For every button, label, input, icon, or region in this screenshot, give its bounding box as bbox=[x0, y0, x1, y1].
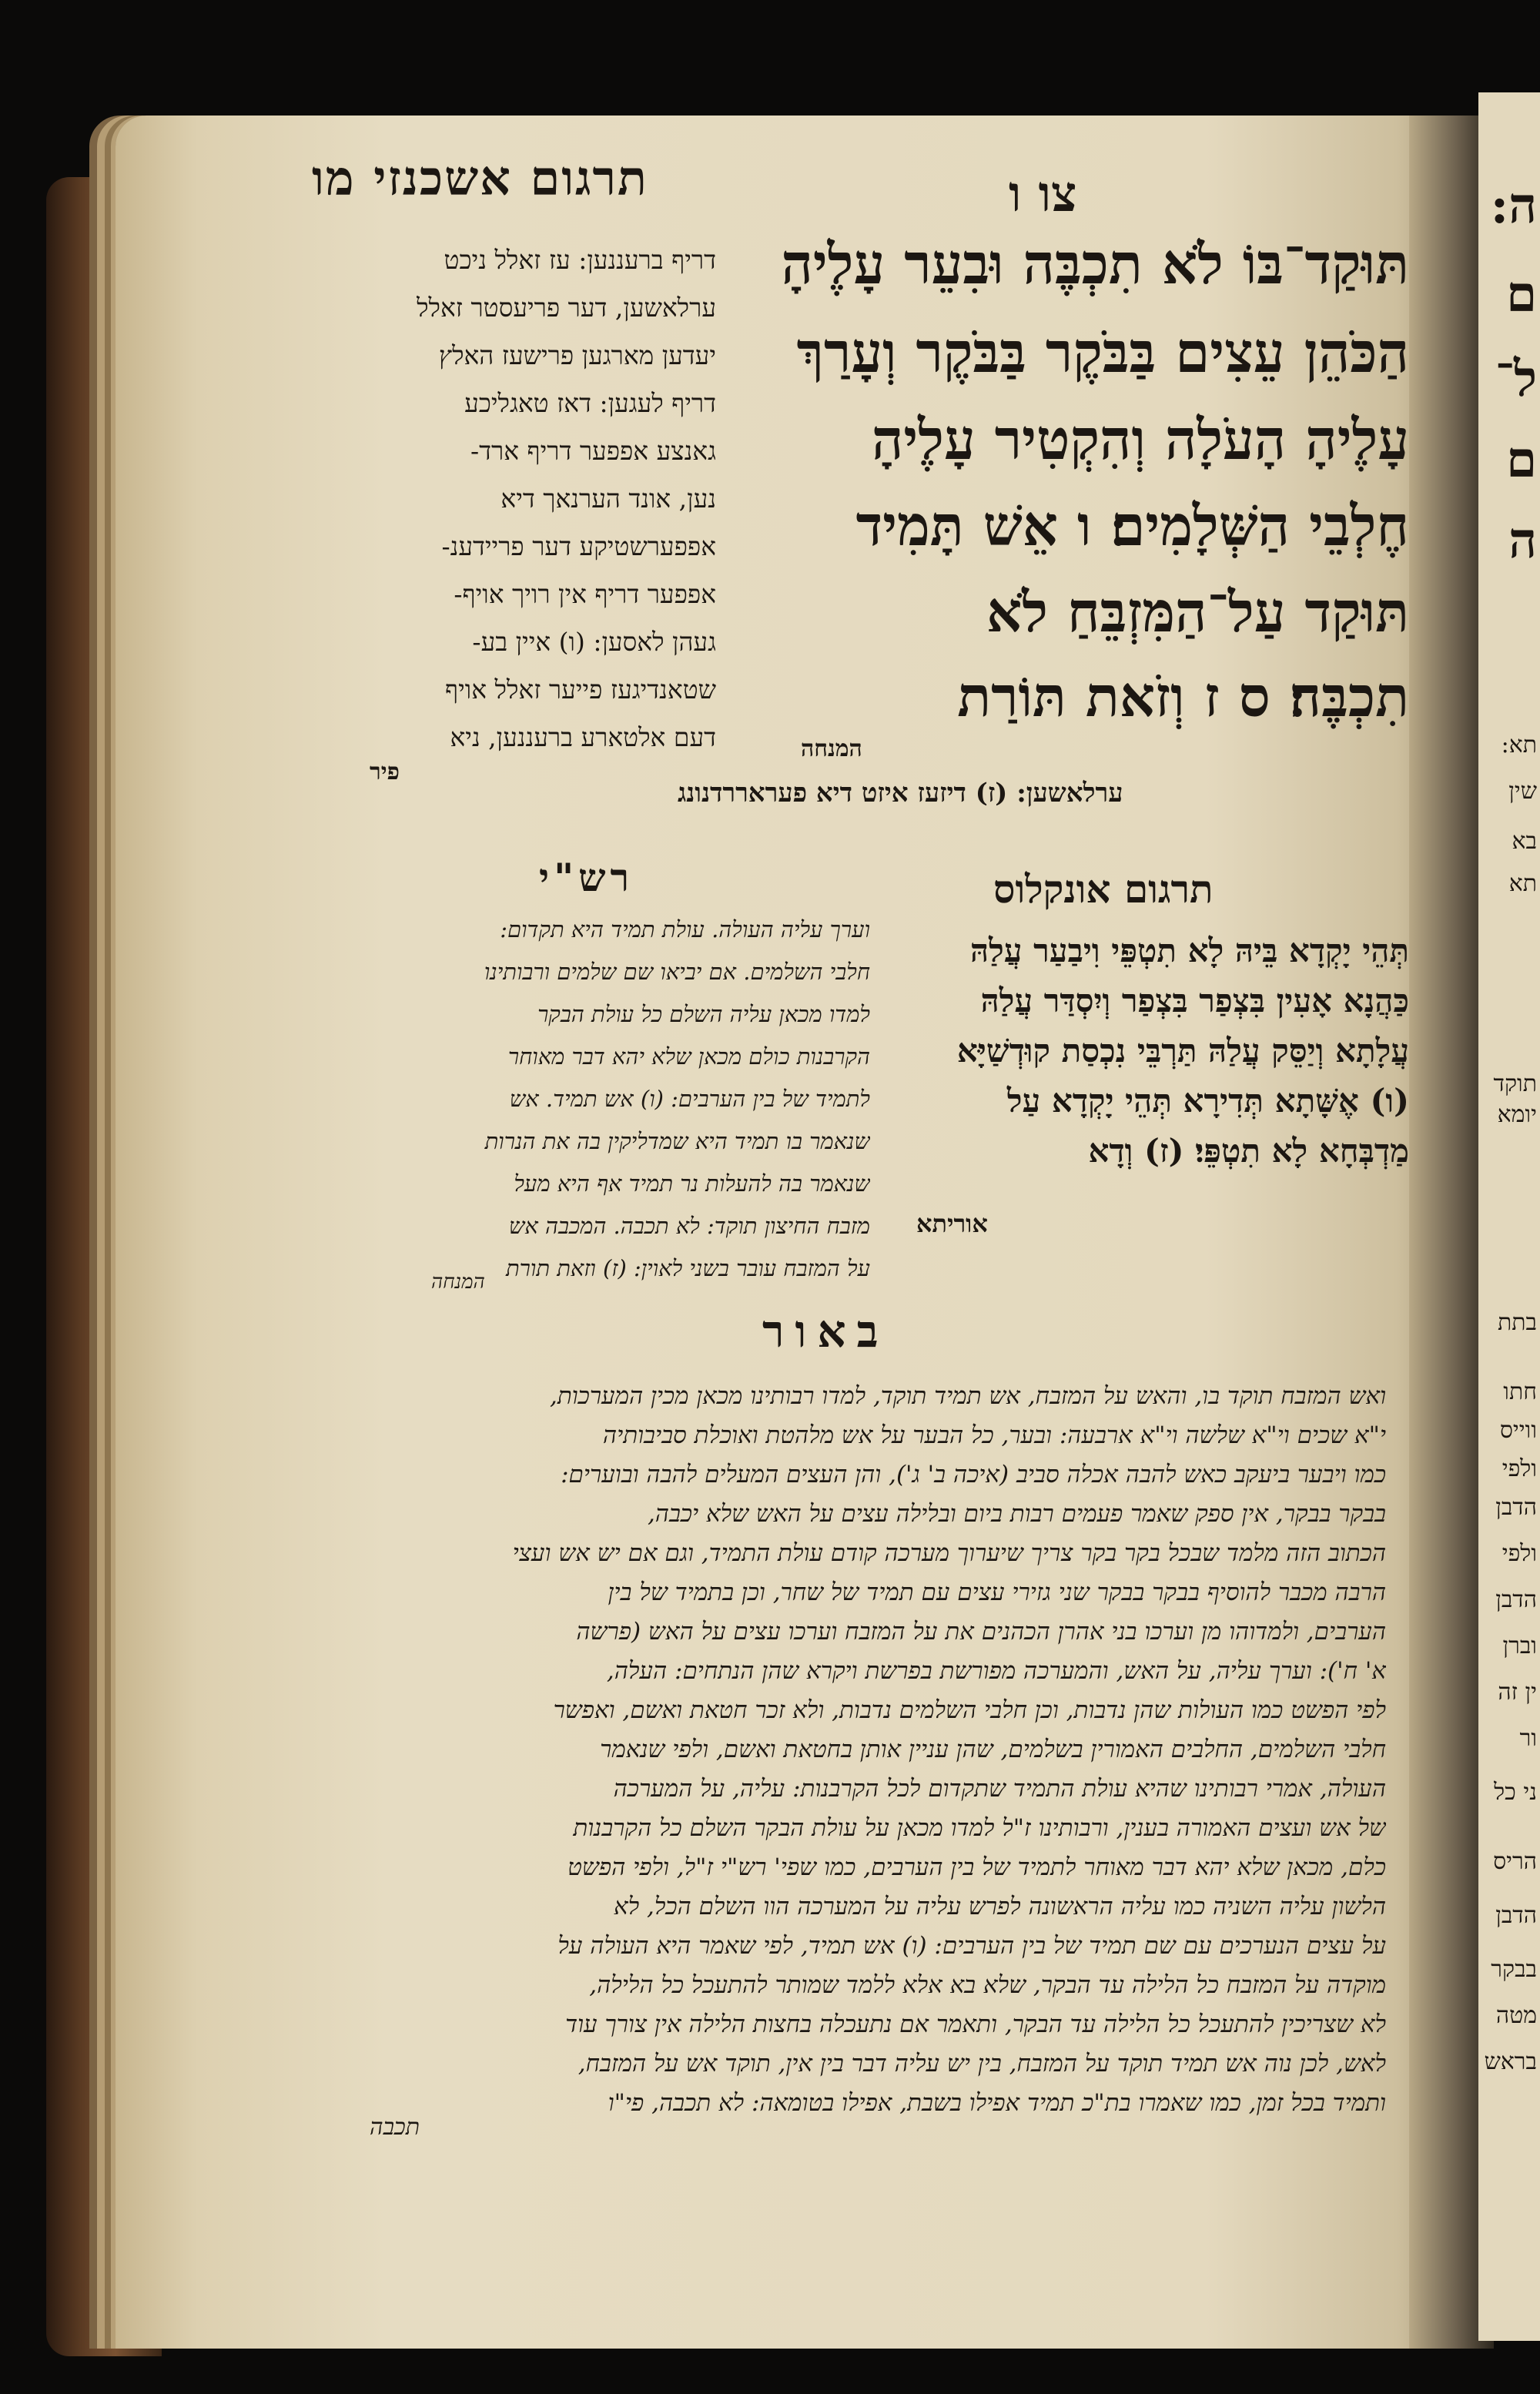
facing-page-fragment: הריס bbox=[1493, 1848, 1537, 1875]
translation-line: דריף ברעננען: עז זאלל ניכט bbox=[444, 245, 716, 275]
rashi-line: חלבי השלמים. אם יביאו שם שלמים ורבותינו bbox=[484, 959, 870, 985]
rashi-line: שנאמר בו תמיד היא שמדליקין בה את הנרות bbox=[484, 1128, 870, 1154]
torah-catchword: המנחה bbox=[801, 735, 862, 762]
rashi-line: על המזבח עובר בשני לאוין: (ז) וזאת תורת bbox=[505, 1255, 870, 1281]
onkelos-line: כַּהֲנָא אָעִין בִּצְפַר בִּצְפַר וְיִסְדַּר עֲלַהּ bbox=[980, 982, 1409, 1020]
biur-line: כמו ויבער ביעקב כאש להבה אכלה סביב (איכה ב' ג'), והן העצים המעלים להבה ובוערים: bbox=[561, 1461, 1386, 1488]
onkelos-line: מַדְבְּחָא לָא תִטְפֵּי׃ (ז) וְדָא bbox=[1088, 1132, 1409, 1170]
facing-page-fragment: ל־ bbox=[1495, 350, 1537, 408]
facing-page-fragment: ור bbox=[1519, 1725, 1537, 1752]
facing-page-fragment: בראש bbox=[1484, 2048, 1537, 2075]
facing-page-fragment: תא bbox=[1508, 870, 1537, 897]
onkelos-heading: תרגום אונקלוס bbox=[993, 866, 1214, 912]
facing-page-fragment: ולפי bbox=[1502, 1455, 1537, 1482]
onkelos-line: עֲלָתָא וְיַסֵּק עֲלַהּ תַּרְבֵּי נִכְסַת קוּדְשַׁיָּא bbox=[956, 1032, 1409, 1070]
translation-line: אפפערשטיקע דער פריידענ- bbox=[441, 531, 716, 561]
facing-page-fragment: ין זה bbox=[1498, 1679, 1537, 1706]
biur-line: א' ח'): וערך עליה, על האש, והמערכה מפורשת בפרשת ויקרא שהן הנתחים: העלה, bbox=[606, 1657, 1386, 1685]
biur-line: של אש ועצים האמורה בענין, ורבותינו ז"ל למדו מכאן על עולת הבקר השלם כל הקרבנות bbox=[573, 1814, 1386, 1842]
biur-line: ותמיד בכל זמן, כמו שאמרו בת"כ תמיד אפילו בשבת, אפילו בטומאה: לא תכבה, פי"ו bbox=[608, 2089, 1386, 2117]
torah-line: הַכֹּהֵן עֵצִים בַּבֹּקֶר בַּבֹּקֶר וְעָרַךְ bbox=[796, 320, 1409, 385]
translation-line: דריף לעגען: דאז טאגליכע bbox=[464, 388, 716, 418]
torah-line: תִכְבֶּה׃ ס ז וְזֹאת תּוֹרַת bbox=[957, 664, 1409, 729]
biur-heading: באור bbox=[762, 1305, 889, 1358]
facing-page-fragment: ווייס bbox=[1499, 1417, 1537, 1444]
facing-page-fragment: תא: bbox=[1501, 732, 1537, 758]
rashi-line: וערך עליה העולה. עולת תמיד היא תקדום: bbox=[500, 916, 870, 943]
facing-page-fragment: ה bbox=[1508, 512, 1537, 570]
rashi-line: למדו מכאן עליה השלם כל עולת הבקר bbox=[537, 1001, 870, 1027]
biur-line: לא שצריכין להתעכל כל הלילה עד הבקר, ותאמר אם נתעכלה בחצות הלילה אין צורך עוד bbox=[565, 2011, 1386, 2038]
biur-line: חלבי השלמים, החלבים האמורין בשלמים, שהן עניין אותן בחטאת ואשם, ולפי שנאמר bbox=[600, 1736, 1386, 1763]
facing-page-fragment: בבקר bbox=[1491, 1956, 1537, 1983]
facing-page-fragment: ולפי bbox=[1502, 1540, 1537, 1567]
facing-page-fragment: חתו bbox=[1503, 1378, 1537, 1405]
translation-line: שטאנדיגעז פייער זאלל אויף bbox=[445, 675, 716, 705]
biur-line: על עצים הנערכים עם שם תמיד של בין הערבים: (ו) אש תמיד, לפי שאמר היא העולה על bbox=[557, 1932, 1386, 1960]
biur-line: לפי הפשט כמו העולות שהן נדבות, וכן חלבי השלמים נדבות, ולא זכר חטאת ואשם, ואפשר bbox=[553, 1696, 1386, 1724]
biur-line: העולה, אמרי רבותינו שהיא עולת התמיד שתקדום לכל הקרבנות: עליה, על המערכה bbox=[613, 1775, 1386, 1803]
torah-line: עָלֶיהָ הָעֹלָה וְהִקְטִיר עָלֶיהָ bbox=[872, 407, 1409, 472]
facing-page-fragment: ני כל bbox=[1494, 1779, 1537, 1806]
biur-line: ואש המזבח תוקד בו, והאש על המזבח, אש תמיד תוקד, למדו רבותינו מכאן מכין המערכות, bbox=[549, 1382, 1386, 1410]
facing-page-fragment: ם bbox=[1506, 431, 1537, 489]
rashi-catchword: המנחה bbox=[431, 1271, 485, 1294]
biur-line: הרבה מכבר להוסיף בבקר בבקר שני גזירי עצים עם תמיד של שחר, וכן בתמיד של בין bbox=[608, 1579, 1386, 1606]
rashi-heading: רש"י bbox=[539, 855, 634, 900]
rashi-line: מזבח החיצון תוקד: לא תכבה. המכבה אש bbox=[508, 1213, 870, 1239]
biur-line: י"א שכים וי"א שלשה וי"א ארבעה: ובער, כל הבער על אש מלהטת ואוכלת סביבותיה bbox=[602, 1421, 1386, 1449]
biur-line: מוקדה על המזבח כל הלילה עד הבקר, שלא בא אלא ללמד שמותר להתעכל כל הלילה, bbox=[589, 1971, 1386, 1999]
onkelos-catchword: אוריתא bbox=[916, 1209, 988, 1238]
translation-line: אפפער דריף אין רויך אויף- bbox=[454, 579, 716, 609]
torah-line: תּוּקַד־בּוֹ לֹא תִכְבֶּה וּבִעֵר עָלֶיהָ bbox=[781, 231, 1409, 296]
facing-page-edge bbox=[1478, 92, 1540, 2341]
facing-page-fragment: ה: bbox=[1490, 177, 1537, 235]
onkelos-line: תְּהֵי יָקְדָא בֵּיהּ לָא תִטְפֵּי וִיבַעַר עֲלַהּ bbox=[969, 932, 1409, 969]
facing-page-fragment: הדבן bbox=[1495, 1586, 1537, 1613]
facing-page-fragment: וברן bbox=[1502, 1632, 1537, 1659]
translation-continuation: ערלאשען: (ז) דיזעז איזט דיא פעראררדנונג bbox=[678, 778, 1123, 809]
facing-page-fragment: ם bbox=[1506, 266, 1537, 323]
biur-line: לאש, לכן נוה אש תמיד תוקד על המזבח, בין יש עליה דבר בין אין, תוקד אש על המזבח, bbox=[578, 2050, 1386, 2078]
translation-line: יעדען מארגען פרישעז האלץ bbox=[438, 340, 716, 370]
facing-page-fragment: הדבן bbox=[1495, 1494, 1537, 1521]
biur-line: כלם, מכאן שלא יהא דבר מאוחר לתמיד של בין הערבים, כמו שפי' רש"י ז"ל, ולפי הפשט bbox=[567, 1853, 1386, 1881]
translation-catchword: פיר bbox=[370, 758, 400, 785]
translation-line: דעם אלטארע ברעננען, ניא bbox=[450, 722, 716, 752]
biur-line: הלשון עליה השניה כמו עליה הראשונה לפרש עליה על המערכה הוו השלם הכל, לא bbox=[614, 1893, 1386, 1920]
facing-page-fragment: יומא bbox=[1497, 1101, 1537, 1128]
biur-line: הערבים, ולמדוהו מן וערכו בני אהרן הכהנים את על המזבח וערכו עצים על האש (פרשה bbox=[576, 1618, 1386, 1646]
rashi-line: שנאמר בה להעלות נר תמיד אף היא מעל bbox=[514, 1170, 870, 1197]
rashi-line: הקרבנות כולם מכאן שלא יהא דבר מאוחר bbox=[507, 1043, 870, 1070]
running-head-right: צו ו bbox=[1009, 166, 1077, 223]
facing-page-fragment: בתת bbox=[1497, 1309, 1537, 1336]
torah-line: חֶלְבֵי הַשְּׁלָמִים׃ ו אֵשׁ תָּמִיד bbox=[855, 493, 1409, 558]
translation-line: נען, אונד הערנאך דיא bbox=[500, 484, 716, 514]
facing-page-fragment: שין bbox=[1508, 778, 1537, 805]
facing-page-fragment: בא bbox=[1512, 828, 1537, 855]
biur-catchword: תכבה bbox=[370, 2114, 420, 2141]
facing-page-fragment: הדבן bbox=[1495, 1902, 1537, 1929]
translation-line: ערלאשען, דער פריעסטר זאלל bbox=[417, 293, 716, 323]
translation-line: גאנצע אפפער דריף ארד- bbox=[470, 436, 716, 466]
biur-line: בבקר בבקר, אין ספק שאמר פעמים רבות ביום ובלילה עצים על האש שלא יכבה, bbox=[647, 1500, 1386, 1528]
onkelos-line: (ו) אֶשָּׁתָא תְּדִירָא תְּהֵי יָקְדָא עַל bbox=[1006, 1082, 1409, 1120]
torah-line: תּוּקַד עַל־הַמִּזְבֵּחַ לֹא bbox=[986, 579, 1409, 645]
rashi-line: לתמיד של בין הערבים: (ו) אש תמיד. אש bbox=[509, 1086, 870, 1112]
translation-line: געהן לאסען: (ו) איין בע- bbox=[472, 627, 716, 657]
running-head-left: תרגום אשכנזי מו bbox=[312, 150, 648, 206]
facing-page-fragment: מטה bbox=[1495, 2002, 1537, 2029]
facing-page-fragment: תוקד bbox=[1493, 1070, 1537, 1097]
biur-line: הכתוב הזה מלמד שבכל בקר בקר צריך שיערוך מערכה קודם עולת התמיד, וגם אם יש אש ועצי bbox=[512, 1539, 1386, 1567]
